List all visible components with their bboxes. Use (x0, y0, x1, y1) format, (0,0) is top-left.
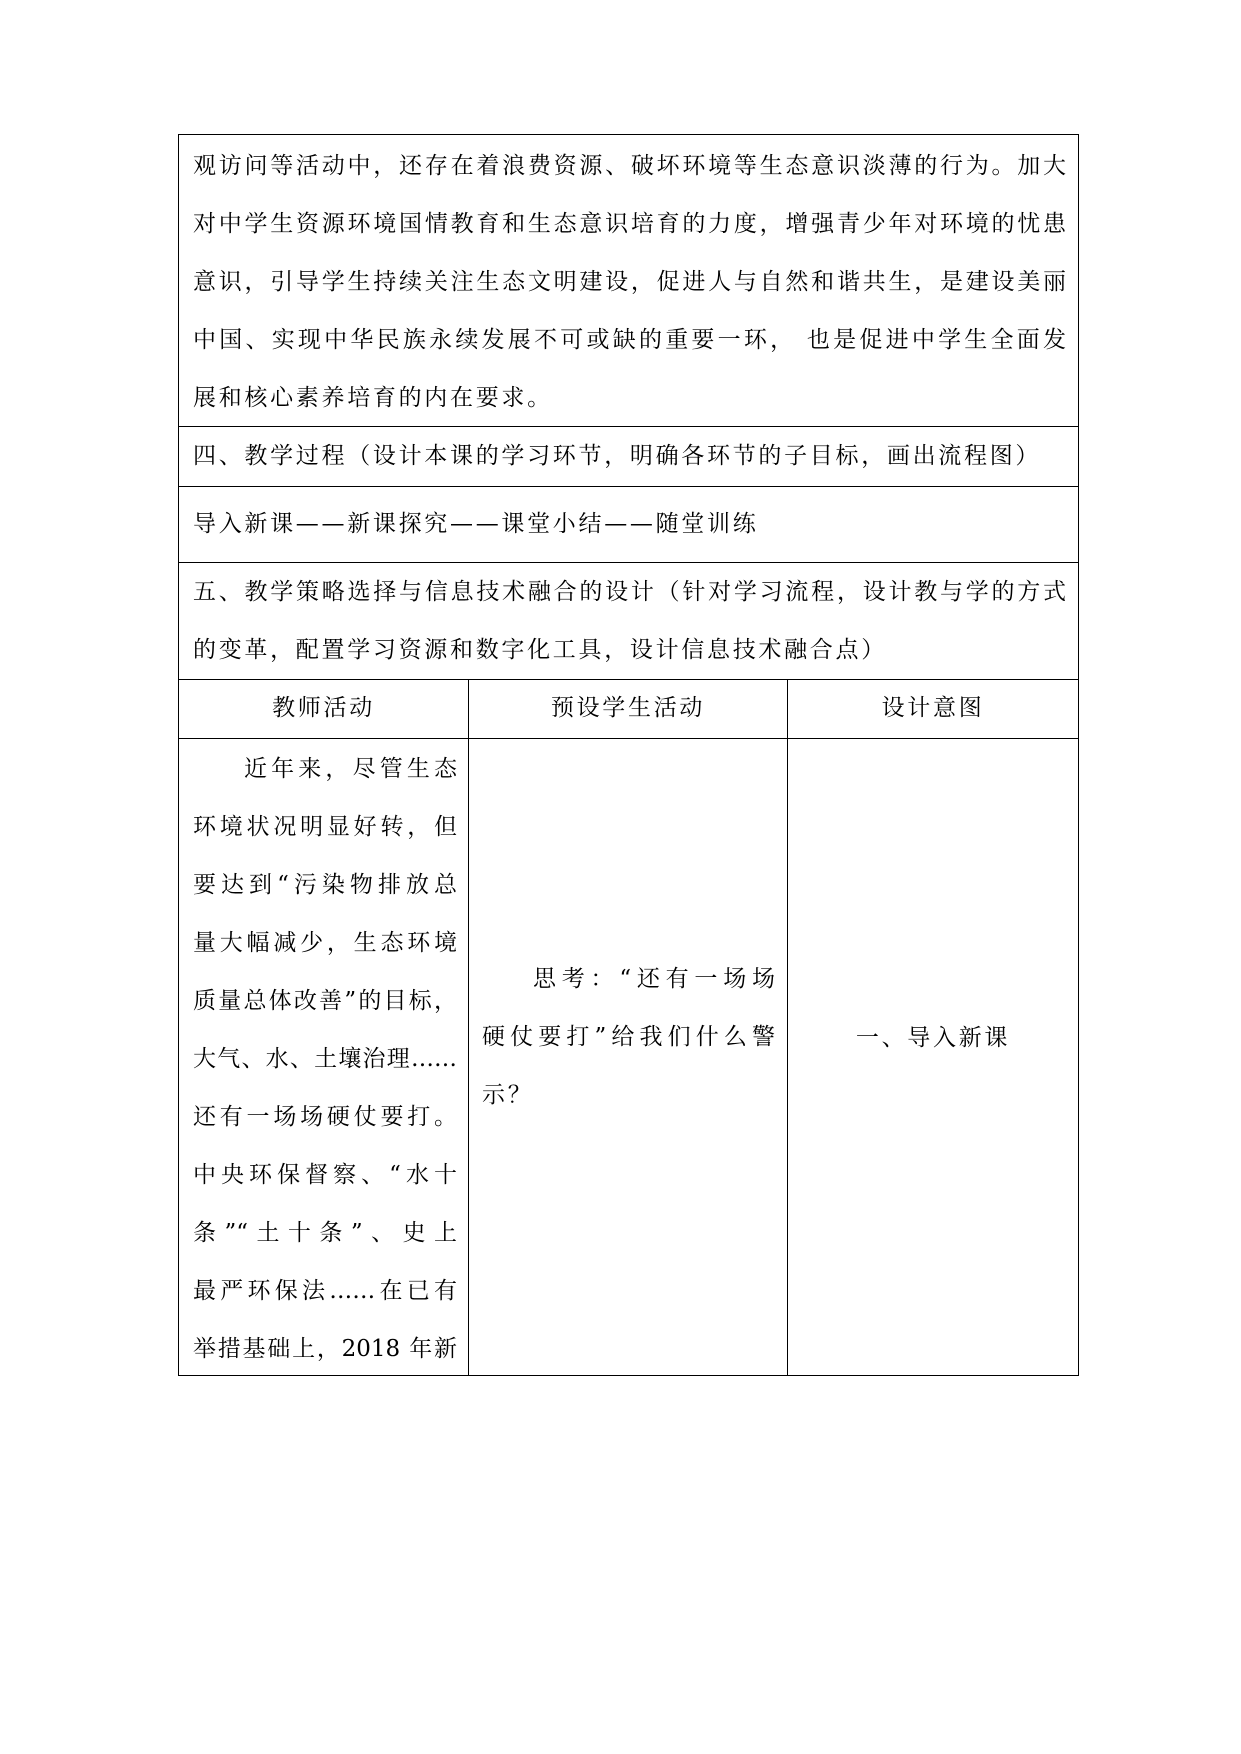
teacher-activity-line: 近年来，尽管生态 (244, 756, 457, 782)
lesson-plan-table (178, 134, 1079, 1376)
student-activity-line: 示？ (482, 1082, 534, 1108)
teacher-activity-line: 举措基础上，2018 年新 (193, 1336, 457, 1362)
rationale-row (179, 135, 1078, 426)
teacher-activity-line: 量大幅减少，生态环境 (193, 930, 457, 956)
activity-table-header-row (179, 679, 1078, 738)
teacher-activity-line: 大气、水、土壤治理…… (193, 1046, 457, 1072)
teacher-activity-line: 条”“土十条”、史上 (193, 1220, 457, 1246)
header-teacher-activity: 教师活动 (179, 680, 469, 738)
student-activity-cell (469, 739, 788, 1375)
teacher-activity-line: 中央环保督察、“水十 (193, 1162, 457, 1188)
header-student-activity: 预设学生活动 (469, 680, 788, 738)
student-activity-line: 思考：“还有一场场 (533, 966, 775, 992)
teaching-flow: 导入新课——新课探究——课堂小结——随堂训练 (193, 511, 759, 537)
section-five-heading-line: 的变革，配置学习资源和数字化工具，设计信息技术融合点） (193, 637, 887, 663)
teacher-activity-line: 要达到“污染物排放总 (193, 872, 457, 898)
section-five-heading-line: 五、教学策略选择与信息技术融合的设计（针对学习流程，设计教与学的方式 (193, 579, 1066, 605)
section-four-heading: 四、教学过程（设计本课的学习环节，明确各环节的子目标，画出流程图） (193, 443, 1042, 469)
student-activity-line: 硬仗要打”给我们什么警 (482, 1024, 775, 1050)
teacher-activity-line: 环境状况明显好转，但 (193, 814, 457, 840)
design-intent-cell (788, 739, 1078, 1375)
header-design-intent: 设计意图 (881, 695, 985, 721)
section-five-heading-row (179, 562, 1078, 679)
rationale-line: 展和核心素养培育的内在要求。 (193, 385, 553, 411)
rationale-line: 观访问等活动中，还存在着浪费资源、破坏环境等生态意识淡薄的行为。加大 (193, 153, 1066, 179)
activity-table-row (179, 738, 1078, 1375)
section-four-heading-row (179, 426, 1078, 486)
teaching-flow-row (179, 486, 1078, 562)
teacher-activity-line: 还有一场场硬仗要打。 (193, 1104, 457, 1130)
teacher-activity-line: 最严环保法……在已有 (193, 1278, 457, 1304)
rationale-line: 中国、实现中华民族永续发展不可或缺的重要一环， 也是促进中学生全面发 (193, 327, 1066, 353)
teacher-activity-cell (179, 739, 469, 1375)
teacher-activity-line: 质量总体改善”的目标， (193, 988, 457, 1014)
design-intent-text: 一、导入新课 (855, 1025, 1011, 1051)
rationale-line: 对中学生资源环境国情教育和生态意识培育的力度，增强青少年对环境的忧患 (193, 211, 1066, 237)
rationale-line: 意识，引导学生持续关注生态文明建设，促进人与自然和谐共生，是建设美丽 (193, 269, 1066, 295)
